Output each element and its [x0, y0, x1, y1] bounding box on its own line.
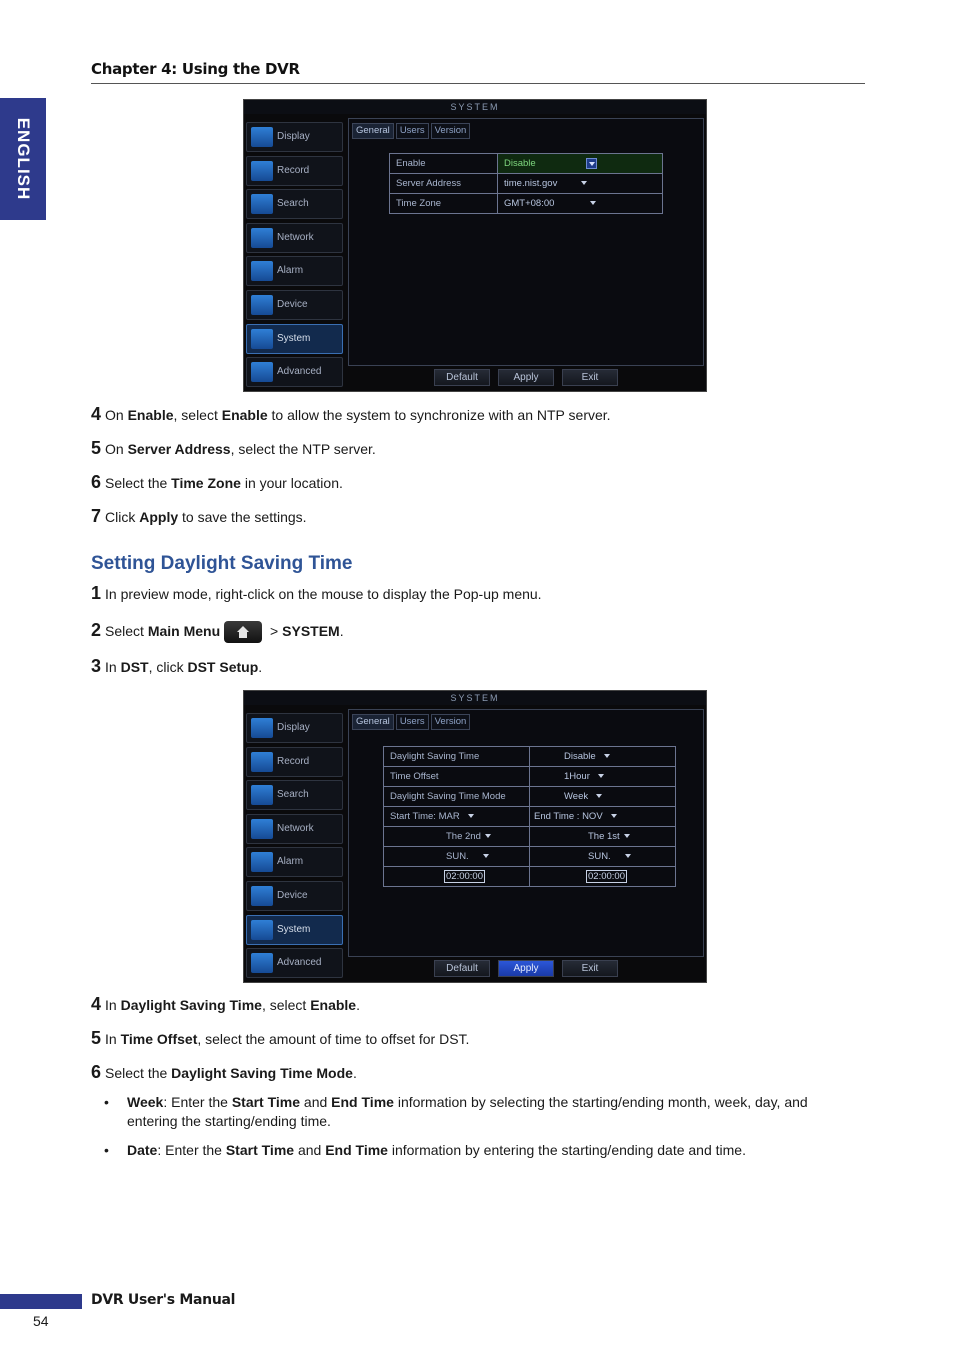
home-icon	[224, 621, 262, 643]
sidebar-item-display[interactable]: Display	[246, 122, 343, 152]
table-row	[384, 827, 676, 847]
chevron-down-icon[interactable]	[598, 774, 604, 778]
device-icon	[251, 295, 273, 315]
step-6-dst-mode: 6 Select the Daylight Saving Time Mode.	[91, 1062, 357, 1082]
step-4-dst-enable: 4 In Daylight Saving Time, select Enable.	[91, 994, 360, 1014]
page-number: 54	[33, 1313, 49, 1329]
end-day-select[interactable]: SUN.	[530, 847, 676, 867]
dvr-screenshot-general	[243, 99, 707, 392]
bullet-dot-icon: •	[104, 1142, 109, 1158]
start-time-cell	[384, 867, 530, 887]
exit-button[interactable]: Exit	[562, 960, 618, 977]
step-5-time-offset: 5 In Time Offset, select the amount of time to offset for DST.	[91, 1028, 470, 1048]
table-row	[384, 787, 676, 807]
start-month-select[interactable]: Start Time: MAR	[384, 807, 530, 827]
chevron-down-icon[interactable]	[625, 854, 631, 858]
search-icon	[251, 785, 273, 805]
apply-button[interactable]: Apply	[498, 960, 554, 977]
sidebar-item-alarm[interactable]: Alarm	[246, 847, 343, 877]
tab-general[interactable]: General	[352, 714, 394, 730]
step-6-timezone: 6 Select the Time Zone in your location.	[91, 472, 343, 492]
sidebar-item-record[interactable]: Record	[246, 747, 343, 777]
end-week-select[interactable]: The 1st	[530, 827, 676, 847]
wrench-icon	[251, 362, 273, 382]
chevron-down-icon[interactable]	[485, 834, 491, 838]
table-row	[384, 847, 676, 867]
dst-settings-table	[383, 746, 676, 887]
sidebar-item-advanced[interactable]: Advanced	[246, 948, 343, 978]
tab-users[interactable]: Users	[396, 714, 429, 730]
alarm-icon	[251, 261, 273, 281]
sidebar-item-network[interactable]: Network	[246, 223, 343, 253]
bullet-week: • Week: Enter the Start Time and End Time information by selecting the starting/ending month, week, day, and entering the starting/ending time.	[104, 1094, 808, 1129]
chapter-title: Chapter 4: Using the DVR	[91, 60, 300, 78]
default-button[interactable]: Default	[434, 960, 490, 977]
exit-button[interactable]: Exit	[562, 369, 618, 386]
time-zone-select[interactable]: GMT+08:00	[498, 194, 663, 214]
table-row	[384, 867, 676, 887]
dst-select[interactable]: Disable	[530, 747, 676, 767]
chevron-down-icon[interactable]	[590, 201, 596, 205]
table-row	[390, 174, 663, 194]
table-row	[390, 194, 663, 214]
sidebar-item-record[interactable]: Record	[246, 156, 343, 186]
step-7-apply: 7 Click Apply to save the settings.	[91, 506, 307, 526]
table-row	[384, 767, 676, 787]
dst-mode-label: Daylight Saving Time Mode	[384, 787, 530, 807]
dst-mode-select[interactable]: Week	[530, 787, 676, 807]
network-icon	[251, 819, 273, 839]
footer-bar	[0, 1294, 82, 1309]
step-3-dst: 3 In DST, click DST Setup.	[91, 656, 263, 676]
record-icon	[251, 161, 273, 181]
dvr-button-row	[434, 369, 618, 386]
gear-icon	[251, 329, 273, 349]
server-address-select[interactable]: time.nist.gov	[498, 174, 663, 194]
sidebar-item-network[interactable]: Network	[246, 814, 343, 844]
tab-bar	[352, 714, 472, 730]
table-row	[384, 747, 676, 767]
display-icon	[251, 718, 273, 738]
display-icon	[251, 127, 273, 147]
step-5-server: 5 On Server Address, select the NTP server.	[91, 438, 376, 458]
chevron-down-icon[interactable]	[483, 854, 489, 858]
dvr-title: SYSTEM	[244, 100, 706, 114]
chapter-header	[91, 60, 865, 84]
dvr-screenshot-dst	[243, 690, 707, 983]
tab-users[interactable]: Users	[396, 123, 429, 139]
chevron-down-icon[interactable]	[468, 814, 474, 818]
chevron-down-icon[interactable]	[624, 834, 630, 838]
bullet-date: • Date: Enter the Start Time and End Time information by entering the starting/ending date and time.	[104, 1142, 746, 1158]
sidebar-item-device[interactable]: Device	[246, 290, 343, 320]
step-4-enable: 4 On Enable, select Enable to allow the system to synchronize with an NTP server.	[91, 404, 611, 424]
sidebar-item-search[interactable]: Search	[246, 189, 343, 219]
tab-bar	[352, 123, 472, 139]
enable-select[interactable]: Disable	[498, 154, 663, 174]
record-icon	[251, 752, 273, 772]
step-1-preview: 1 In preview mode, right-click on the mouse to display the Pop-up menu.	[91, 583, 542, 603]
end-time-cell	[530, 867, 676, 887]
start-day-select[interactable]: SUN.	[384, 847, 530, 867]
sidebar-item-advanced[interactable]: Advanced	[246, 357, 343, 387]
sidebar-item-alarm[interactable]: Alarm	[246, 256, 343, 286]
dst-label: Daylight Saving Time	[384, 747, 530, 767]
start-week-select[interactable]: The 2nd	[384, 827, 530, 847]
chevron-down-icon[interactable]	[581, 181, 587, 185]
chevron-down-icon[interactable]	[586, 158, 597, 169]
footer-manual-title: DVR User's Manual	[91, 1292, 236, 1308]
default-button[interactable]: Default	[434, 369, 490, 386]
sidebar-item-system[interactable]: System	[246, 324, 343, 354]
end-month-select[interactable]: End Time : NOV	[530, 807, 676, 827]
chevron-down-icon[interactable]	[611, 814, 617, 818]
sidebar-item-device[interactable]: Device	[246, 881, 343, 911]
dvr-button-row	[434, 960, 618, 977]
tab-version[interactable]: Version	[431, 123, 471, 139]
network-icon	[251, 228, 273, 248]
tab-version[interactable]: Version	[431, 714, 471, 730]
sidebar-item-search[interactable]: Search	[246, 780, 343, 810]
language-tab: ENGLISH	[0, 98, 46, 220]
apply-button[interactable]: Apply	[498, 369, 554, 386]
time-offset-label: Time Offset	[384, 767, 530, 787]
table-row	[390, 154, 663, 174]
section-title: Setting Daylight Saving Time	[91, 553, 353, 574]
bullet-dot-icon: •	[104, 1094, 109, 1110]
chevron-down-icon[interactable]	[604, 754, 610, 758]
sidebar-item-system[interactable]: System	[246, 915, 343, 945]
time-offset-select[interactable]: 1Hour	[530, 767, 676, 787]
chevron-down-icon[interactable]	[596, 794, 602, 798]
ntp-settings-table	[389, 153, 663, 214]
start-time-input[interactable]: 02:00:00	[446, 871, 483, 882]
tab-general[interactable]: General	[352, 123, 394, 139]
device-icon	[251, 886, 273, 906]
dvr-sidebar	[246, 713, 343, 982]
end-time-input[interactable]: 02:00:00	[588, 871, 625, 882]
alarm-icon	[251, 852, 273, 872]
gear-icon	[251, 920, 273, 940]
time-zone-label: Time Zone	[390, 194, 498, 214]
search-icon	[251, 194, 273, 214]
settings-panel	[348, 709, 704, 957]
dvr-title: SYSTEM	[244, 691, 706, 705]
table-row	[384, 807, 676, 827]
settings-panel	[348, 118, 704, 366]
wrench-icon	[251, 953, 273, 973]
sidebar-item-display[interactable]: Display	[246, 713, 343, 743]
enable-label: Enable	[390, 154, 498, 174]
dvr-sidebar	[246, 122, 343, 391]
server-address-label: Server Address	[390, 174, 498, 194]
step-2-main-menu: 2 Select Main Menu > SYSTEM.	[91, 620, 344, 643]
